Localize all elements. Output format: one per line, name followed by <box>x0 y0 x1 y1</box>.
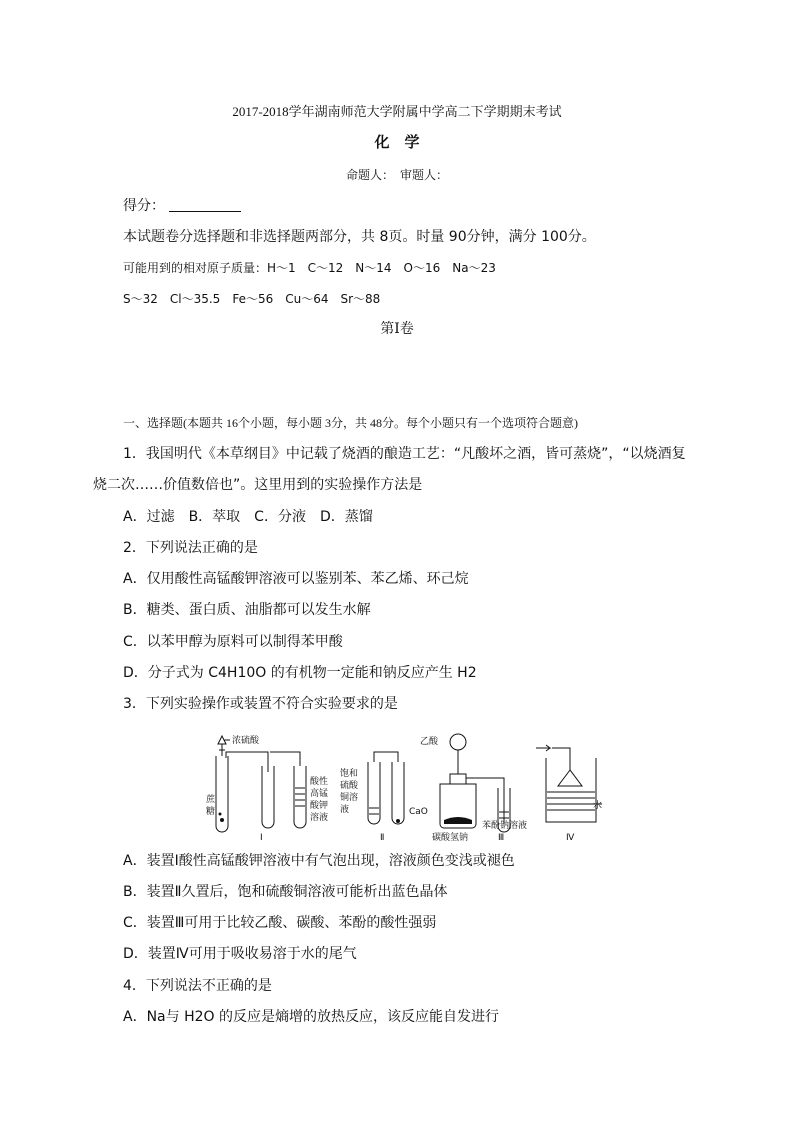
score-line <box>123 197 241 215</box>
q2-option-c: C．以苯甲醇为原料可以制得苯甲酸 <box>123 634 343 650</box>
score-label: 得分： <box>123 198 165 214</box>
cuso4-lines <box>369 808 379 814</box>
water-lines <box>547 792 595 810</box>
label-kmno4-2: 高锰 <box>310 789 329 799</box>
label-kmno4-1: 酸性 <box>310 777 329 787</box>
label-conc-acid: 浓硫酸 <box>232 736 260 746</box>
section-heading: 一、选择题(本题共 16个小题，每小题 3分，共 48分。每个小题只有一个选项符合题意) <box>123 416 578 430</box>
test-tube-1b <box>262 766 274 828</box>
label-nahco3: 碳酸氢钠 <box>432 833 469 843</box>
label-phenolate: 苯酚钠溶液 <box>482 821 528 831</box>
q3-stem: 3．下列实验操作或装置不符合实验要求的是 <box>123 696 398 712</box>
atomic-mass-line-2: S～32 Cl～35.5 Fe～56 Cu～64 Sr～88 <box>123 292 381 306</box>
instructions: 本试题卷分选择题和非选择题两部分，共 8页。时量 90分钟，满分 100分。 <box>123 229 596 245</box>
q2-stem: 2．下列说法正确的是 <box>123 540 258 556</box>
label-sucrose-1: 蔗 <box>206 795 216 805</box>
label-kmno4-4: 溶液 <box>310 813 329 823</box>
label-cuso4-2: 硫酸 <box>340 781 359 791</box>
connector-2 <box>374 752 398 762</box>
flask-neck <box>450 774 466 784</box>
solution-lines <box>295 788 305 806</box>
label-roman-3: Ⅲ <box>498 833 505 843</box>
score-blank <box>169 197 241 212</box>
label-cao: CaO <box>409 807 428 817</box>
q2-option-b: B．糖类、蛋白质、油脂都可以发生水解 <box>123 602 371 618</box>
q1-options: A．过滤 B．萃取 C．分液 D．蒸馏 <box>123 509 373 525</box>
separatory-funnel <box>450 734 466 750</box>
volume-heading: 第Ⅰ卷 <box>380 322 414 337</box>
q3-option-d: D．装置Ⅳ可用于吸收易溶于水的尾气 <box>123 946 357 962</box>
exam-title: 2017-2018学年湖南师范大学附属中学高二下学期期末考试 <box>232 104 562 119</box>
cao-solid <box>396 819 400 823</box>
gas-tube-1 <box>226 752 300 772</box>
label-roman-1: Ⅰ <box>260 833 263 843</box>
apparatus-2 <box>340 752 428 843</box>
nahco3-solid <box>444 817 472 824</box>
inlet-arrow <box>536 745 550 751</box>
label-kmno4-3: 酸钾 <box>310 801 329 811</box>
test-tube-1c <box>294 766 306 828</box>
q3-option-a: A．装置Ⅰ酸性高锰酸钾溶液中有气泡出现，溶液颜色变浅或褪色 <box>123 853 515 869</box>
inverted-funnel <box>558 770 582 786</box>
q1-stem-line-1: 1．我国明代《本草纲目》中记载了烧酒的酿造工艺：“凡酸坏之酒，皆可蒸烧”，“以烧酒复 <box>123 446 686 462</box>
apparatus-4 <box>536 745 602 843</box>
subject-title: 化 学 <box>374 133 420 151</box>
q3-option-b: B．装置Ⅱ久置后，饱和硫酸铜溶液可能析出蓝色晶体 <box>123 884 448 900</box>
q1-stem-line-2: 烧二次……价值数倍也”。这里用到的实验操作方法是 <box>93 477 423 493</box>
apparatus-1 <box>206 734 328 843</box>
label-roman-4: Ⅳ <box>566 833 575 843</box>
label-cuso4-1: 饱和 <box>340 769 359 779</box>
label-sucrose-2: 糖 <box>206 807 216 817</box>
q4-stem: 4．下列说法不正确的是 <box>123 978 272 994</box>
sugar-particle <box>220 818 224 822</box>
label-acetic-acid: 乙酸 <box>420 737 439 747</box>
q4-option-a: A．Na与 H2O 的反应是熵增的放热反应，该反应能自发进行 <box>123 1009 499 1025</box>
label-cuso4-4: 液 <box>340 805 350 815</box>
atomic-mass-line-1: 可能用到的相对原子质量：H～1 C～12 N～14 O～16 Na～23 <box>123 261 496 275</box>
q2-option-d: D．分子式为 C4H10O 的有机物一定能和钠反应产生 H2 <box>123 665 477 681</box>
beaker <box>546 758 596 822</box>
q3-option-c: C．装置Ⅲ可用于比较乙酸、碳酸、苯酚的酸性强弱 <box>123 915 437 931</box>
authors-line: 命题人： 审题人： <box>345 168 448 182</box>
dropping-funnel <box>218 736 226 756</box>
q2-option-a: A．仅用酸性高锰酸钾溶液可以鉴别苯、苯乙烯、环己烷 <box>123 571 469 587</box>
label-cuso4-3: 铜溶 <box>340 793 359 803</box>
apparatus-3 <box>420 734 527 843</box>
label-water: 水 <box>592 801 602 811</box>
label-roman-2: Ⅱ <box>380 833 385 843</box>
test-tube-2b <box>392 762 404 824</box>
test-tube-2a <box>368 762 380 824</box>
apparatus-figure <box>206 728 606 846</box>
sugar-particle-2 <box>219 813 222 816</box>
inlet-tube <box>552 748 570 770</box>
